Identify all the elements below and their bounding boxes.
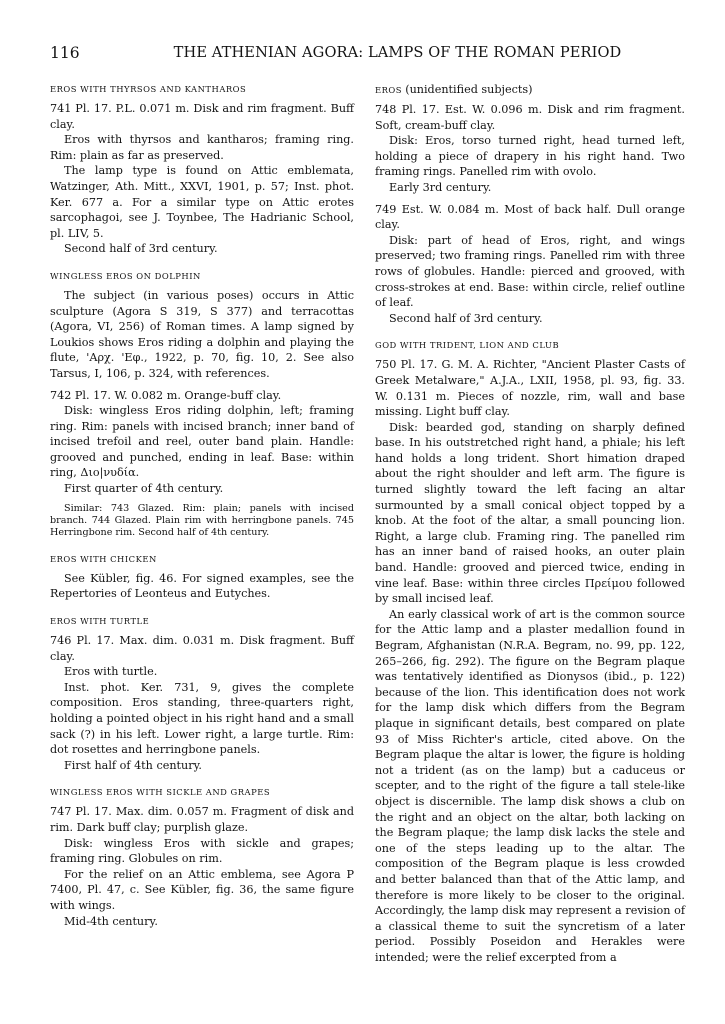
entry-date: Mid-4th century. [64,914,158,928]
entry-commentary: For the relief on an Attic emblema, see Agora P 7400, Pl. 47, c. See Kübler, fig. 36, the same figure with wings. [50,867,354,912]
entry-description: Disk: wingless Eros with sickle and grapes; framing ring. Globules on rim. [50,836,354,866]
catalogue-entry-747: 747 Pl. 17. Max. dim. 0.057 m. Fragment of disk and rim. Dark buff clay; purplish glaze. [50,805,354,834]
running-title: THE ATHENIAN AGORA: LAMPS OF THE ROMAN PERIOD [173,44,622,61]
catalogue-entry-741: 741 Pl. 17. P.L. 0.071 m. Disk and rim fragment. Buff clay. [50,102,354,131]
catalogue-entry-746: 746 Pl. 17. Max. dim. 0.031 m. Disk fragment. Buff clay. [50,634,354,663]
similar-note: Similar: 743 Glazed. Rim: plain; panels with incised branch. 744 Glazed. Plain rim with herringbone panels. 745 Herringbone rim. Second half of 4th century. [50,502,354,539]
entry-description: Eros with turtle. [64,665,158,679]
page-number: 116 [50,44,80,62]
page-header [50,44,685,72]
section-intro: The subject (in various poses) occurs in Attic sculpture (Agora S 319, S 377) and terracottas (Agora, VI, 256) of Roman times. A lamp signed by Loukios shows Eros riding a dolphin and playing the flute, 'Αρχ. 'Εφ., 1922, p. 70, fig. 10, 2. See also Tarsus, I, 106, p. 324, with references. [50,288,354,380]
entry-date: Second half of 3rd century. [389,311,543,325]
section-heading-trident: GOD WITH TRIDENT, LION AND CLUB [375,340,560,351]
entry-date: First half of 4th century. [64,758,202,772]
section-heading-eros-unidentified [375,84,685,96]
entry-date: First quarter of 4th century. [64,482,224,496]
section-heading-chicken: EROS WITH CHICKEN [50,553,157,564]
section-heading-label: EROS [375,85,403,95]
right-column [375,84,685,965]
entry-description: Disk: wingless Eros riding dolphin, left; framing ring. Rim: panels with incised branch; inner band of incised trefoil and reel, outer band plain. Handle: grooved and punched, ending in leaf. Base: within ring, Διο|νυδία. [50,404,354,480]
entry-commentary: Inst. phot. Ker. 731, 9, gives the complete composition. Eros standing, three-quarters right, holding a pointed object in his right hand and a small sack (?) in his left. Lower right, a large turtle. Rim: dot rosettes and herringbone panels. [50,680,354,757]
catalogue-entry-750: 750 Pl. 17. G. M. A. Richter, "Ancient Plaster Casts of Greek Metalware," A.J.A., LXII, 1958, pl. 93, fig. 33. W. 0.131 m. Pieces of nozzle, rim, wall and base missing. Light buff clay. [375,358,685,419]
section-heading-sickle: WINGLESS EROS WITH SICKLE AND GRAPES [50,787,271,798]
entry-description: Eros with thyrsos and kantharos; framing ring. Rim: plain as far as preserved. [50,133,354,162]
entry-date: Second half of 3rd century. [64,242,218,256]
left-column [50,84,354,965]
catalogue-entry-742: 742 Pl. 17. W. 0.082 m. Orange-buff clay. [50,388,282,402]
catalogue-entry-748: 748 Pl. 17. Est. W. 0.096 m. Disk and rim fragment. Soft, cream-buff clay. [375,103,685,132]
entry-commentary: The lamp type is found on Attic emblemata, Watzinger, Ath. Mitt., XXVI, 1901, p. 57; Inst. phot. Ker. 677 a. For a similar type on Attic erotes sarcophagoi, see J. Toynbee, The Hadrianic School, pl. LIV, 5. [50,164,354,240]
two-column-body [50,84,685,965]
entry-description: Disk: bearded god, standing on sharply defined base. In his outstretched right hand, a phiale; his left hand holds a long trident. Short himation draped about the right shoulder and left arm. The figure is turned slightly toward the left facing an altar surmounted by a small conical object topped by a knob. At the foot of the altar, a small pouncing lion. Right, a large club. Framing ring. The panelled rim has an inner band of raised hooks, an outer plain band. Handle: grooved and pierced twice, ending in vine leaf. Base: within three circles Πρείμου followed by small incised leaf. [375,420,685,606]
section-heading-subtitle: (unidentified subjects) [405,83,533,96]
section-heading-turtle: EROS WITH TURTLE [50,616,150,627]
section-heading-thyrsos: EROS WITH THYRSOS AND KANTHAROS [50,84,247,94]
entry-date: Early 3rd century. [389,180,492,194]
catalogue-entry-749: 749 Est. W. 0.084 m. Most of back half. Dull orange clay. [375,202,685,232]
section-intro: See Kübler, fig. 46. For signed examples, see the Repertories of Leonteus and Eutyches. [50,571,354,601]
entry-commentary: An early classical work of art is the common source for the Attic lamp and a plaster medallion found in Begram, Afghanistan (N.R.A. Begram, no. 99, pp. 122, 265–266, fig. 292). The figure on the Begram plaque was tentatively identified as Dionysos (ibid., p. 122) because of the lion. This identification does not work for the lamp disk which differs from the Begram plaque in significant details, best compared on plate 93 of Miss Richter's article, cited above. On the Begram plaque the altar is lower, the figure is holding not a trident (as on the lamp) but a caduceus or scepter, and to the right of the figure a tall stele-like object is discernible. The lamp disk shows a club on the right and an object on the altar, both lacking on the Begram plaque; the lamp disk lacks the stele and one of the steps leading up to the altar. The composition of the Begram plaque is less crowded and better balanced than that of the Attic lamp, and therefore is more likely to be closer to the original. Accordingly, the lamp disk may represent a revision of a classical theme to suit the syncretism of a later period. Possibly Poseidon and Herakles were intended; were the relief excerpted from a [375,607,685,964]
entry-description: Disk: part of head of Eros, right, and wings preserved; two framing rings. Panelled rim with three rows of globules. Handle: pierced and grooved, with cross-strokes at end. Base: within circle, relief outline of leaf. [375,233,685,310]
section-heading-dolphin: WINGLESS EROS ON DOLPHIN [50,270,201,281]
entry-description: Disk: Eros, torso turned right, head turned left, holding a piece of drapery in his right hand. Two framing rings. Panelled rim with ovolo. [375,134,685,179]
